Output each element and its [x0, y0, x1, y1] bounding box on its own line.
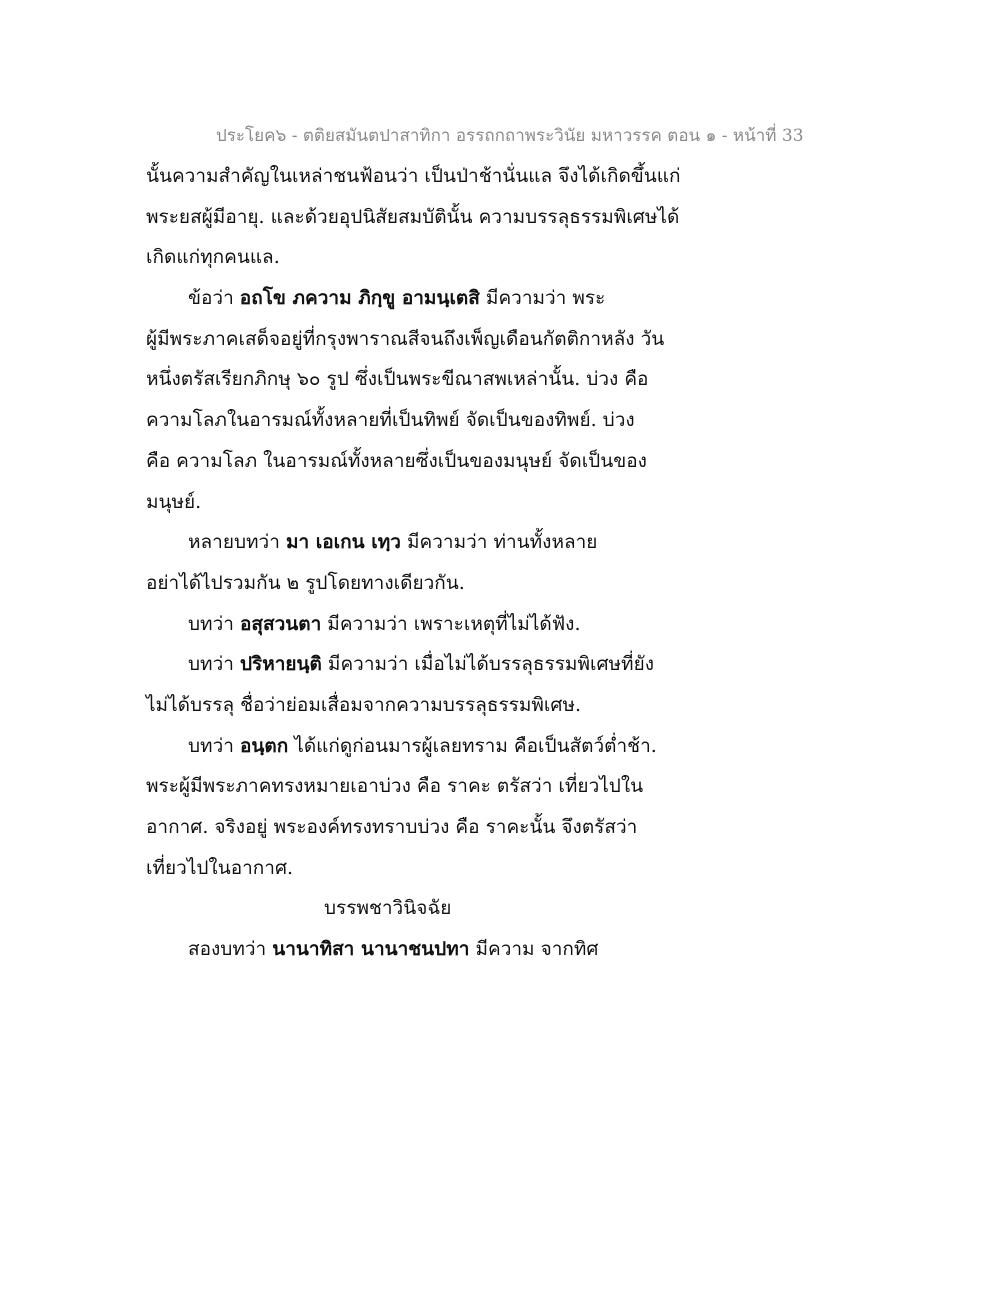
- text-segment: คือ ความโลภ ในอารมณ์ทั้งหลายซึ่งเป็นของมนุษย์ จัดเป็นของ: [146, 449, 647, 472]
- text-line: [146, 726, 706, 767]
- text-segment: บทว่า: [188, 653, 240, 676]
- text-segment: ได้แก่ดูก่อนมารผู้เลยทราม คือเป็นสัตว์ต่ำช้า.: [288, 734, 657, 757]
- text-line: [146, 522, 706, 563]
- text-line: [146, 563, 706, 604]
- text-line: [146, 441, 706, 482]
- text-line: [146, 319, 706, 360]
- text-line: [146, 482, 706, 523]
- text-segment: นั้นความสำคัญในเหล่าชนฟ้อนว่า เป็นป่าช้านั่นแล จึงได้เกิดขึ้นแก่: [146, 165, 681, 187]
- running-header: ประโยค๖ - ตติยสมันตปาสาทิกา อรรถกถาพระวินัย มหาวรรค ตอน ๑ - หน้าที่ 33: [216, 126, 804, 146]
- text-line: [146, 766, 706, 807]
- text-segment: มนุษย์.: [146, 490, 202, 513]
- text-line: [146, 278, 706, 319]
- text-segment: ผู้มีพระภาคเสด็จอยู่ที่กรุงพาราณสีจนถึงเพ็ญเดือนกัตติกาหลัง วัน: [146, 327, 665, 350]
- pali-term: อนฺตก: [239, 734, 289, 757]
- text-segment: ความโลภในอารมณ์ทั้งหลายที่เป็นทิพย์ จัดเป็นของทิพย์. บ่วง: [146, 409, 635, 432]
- text-line: [146, 400, 706, 441]
- text-segment: ไม่ได้บรรลุ ชื่อว่าย่อมเสื่อมจากความบรรลุธรรมพิเศษ.: [146, 693, 582, 716]
- text-line: [146, 237, 706, 278]
- pali-term: อสุสวนตา: [239, 612, 322, 635]
- text-line: [146, 848, 706, 889]
- text-segment: มีความว่า เพราะเหตุที่ไม่ได้ฟัง.: [321, 612, 581, 635]
- text-segment: บรรพชาวินิจฉัย: [324, 897, 452, 920]
- text-segment: เที่ยวไปในอากาศ.: [146, 856, 294, 879]
- text-segment: บทว่า: [188, 734, 240, 757]
- text-line: [146, 807, 706, 848]
- pali-term: มา เอเกน เทฺว: [285, 531, 401, 554]
- text-line: [146, 644, 706, 685]
- pali-term: อถโข ภความ ภิกฺขู อามนฺเตสิ: [239, 287, 480, 310]
- section-heading: [146, 888, 706, 929]
- text-segment: สองบทว่า: [188, 938, 273, 961]
- text-segment: เกิดแก่ทุกคนแล.: [146, 246, 280, 269]
- text-line: [146, 197, 706, 238]
- text-line: [146, 929, 706, 970]
- text-segment: พระผู้มีพระภาคทรงหมายเอาบ่วง คือ ราคะ ตรัสว่า เที่ยวไปใน: [146, 775, 644, 798]
- text-line: [146, 156, 706, 197]
- body-text: [146, 156, 706, 970]
- text-segment: มีความ จากทิศ: [469, 938, 599, 961]
- text-segment: อย่าได้ไปรวมกัน ๒ รูปโดยทางเดียวกัน.: [146, 571, 465, 594]
- pali-term: นานาทิสา นานาชนปทา: [272, 938, 470, 961]
- text-segment: บทว่า: [188, 612, 240, 635]
- text-segment: ข้อว่า: [188, 287, 240, 310]
- text-segment: มีความว่า พระ: [479, 287, 606, 310]
- text-segment: อากาศ. จริงอยู่ พระองค์ทรงทราบบ่วง คือ ราคะนั้น จึงตรัสว่า: [146, 816, 638, 838]
- text-segment: มีความว่า ท่านทั้งหลาย: [400, 531, 598, 554]
- text-segment: หลายบทว่า: [188, 531, 286, 554]
- text-line: [146, 685, 706, 726]
- text-segment: หนึ่งตรัสเรียกภิกษุ ๖๐ รูป ซึ่งเป็นพระขีณาสพเหล่านั้น. บ่วง คือ: [146, 368, 649, 391]
- text-line: [146, 604, 706, 645]
- text-line: [146, 359, 706, 400]
- pali-term: ปริหายนฺติ: [239, 653, 322, 676]
- text-segment: พระยสผู้มีอายุ. และด้วยอุปนิสัยสมบัตินั้น ความบรรลุธรรมพิเศษได้: [146, 205, 680, 228]
- text-segment: มีความว่า เมื่อไม่ได้บรรลุธรรมพิเศษที่ยัง: [321, 653, 654, 676]
